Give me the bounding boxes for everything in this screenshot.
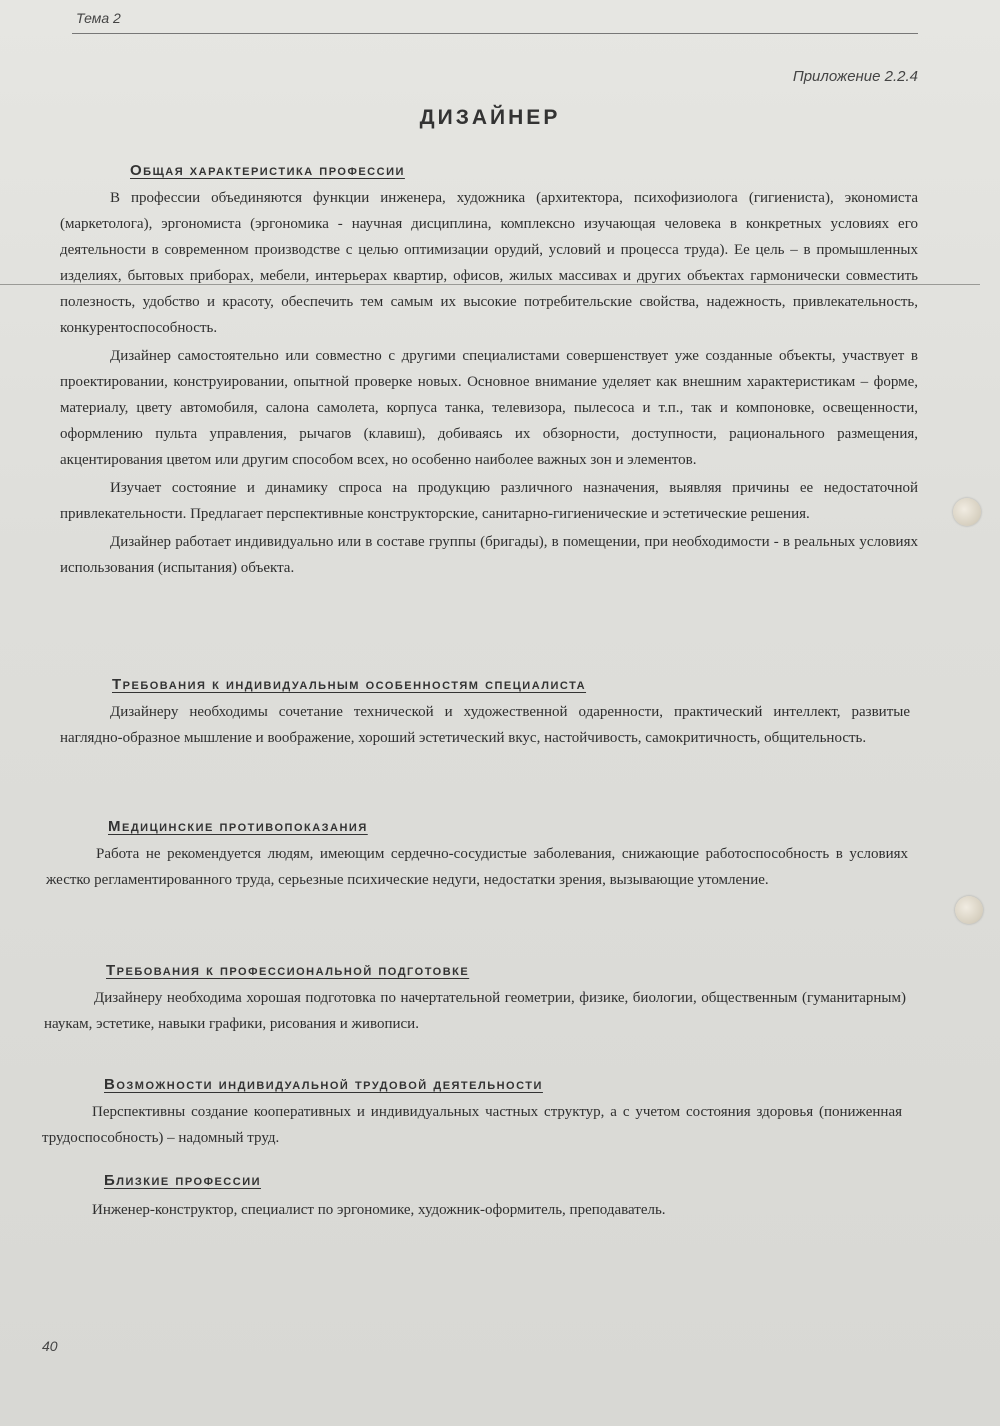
document-title: ДИЗАЙНЕР [419,106,561,129]
section-heading: Требования к индивидуальным особенностям специалиста [112,676,587,693]
section-heading: Медицинские противопоказания [108,818,368,835]
section-individual-requirements [60,676,910,751]
section-heading: Требования к профессиональной подготовке [106,962,470,979]
section-related-professions [42,1172,902,1223]
punch-hole [955,896,983,924]
section-professional-training [44,962,906,1037]
section-paragraph: Дизайнеру необходима хорошая подготовка по начертательной геометрии, физике, биологии, общественным (гуманитарным) наукам, эстетике, навыки графики, рисования и живописи. [44,990,906,1032]
section-paragraph: Дизайнеру необходимы сочетание технической и художественной одаренности, практический интеллект, развитые наглядно-образное мышление и воображение, хороший эстетический вкус, настойчивость, самокритичность, общительность. [60,704,910,746]
punch-hole [953,498,981,526]
appendix-label: Приложение 2.2.4 [792,68,918,85]
section-individual-labor [42,1076,902,1151]
section-heading: Общая характеристика профессии [130,162,405,179]
section-heading: Возможности индивидуальной трудовой деятельности [104,1076,543,1093]
section-paragraph: Инженер-конструктор, специалист по эргономике, художник-оформитель, преподаватель. [92,1202,666,1218]
section-heading: Близкие профессии [104,1172,262,1189]
section-paragraph: В профессии объединяются функции инженера, художника (архитектора, психофизиолога (гигиениста), экономиста (маркетолога), эргономиста (эргономика - научная дисциплина, комплексно изучающая человека в конкретных условиях его деятельности в современном производстве с целью оптимизации орудий, условий и процесса труда). Ее цель – в промышленных изделиях, бытовых приборах, мебели, интерьерах квартир, офисов, жилых массивах и других объектах гармонически совместить полезность, удобство и красоту, обеспечить тем самым их высокие потребительские свойства, надежность, привлекательность, конкурентоспособность. [60,190,918,336]
header-rule [72,33,918,34]
section-paragraph: Изучает состояние и динамику спроса на продукцию различного назначения, выявляя причины ее недостаточной привлекательности. Предлагает перспективные конструкторские, санитарно-гигиенические и эстетические решения. [60,480,918,522]
section-paragraph: Перспективны создание кооперативных и индивидуальных частных структур, а с учетом состояния здоровья (пониженная трудоспособность) – надомный труд. [42,1104,902,1146]
section-paragraph: Дизайнер самостоятельно или совместно с другими специалистами совершенствует уже созданные объекты, участвует в проектировании, конструировании, опытной проверке новых. Основное внимание уделяет как внешним характеристикам – форме, материалу, цвету автомобиля, салона самолета, корпуса танка, телевизора, пылесоса и т.п., так и компоновке, освещенности, оформлению пульта управления, рычагов (клавиш), добиваясь их обзорности, доступности, рационального размещения, акцентирования цветом или другим способом всех, но особенно наиболее важных зон и элементов. [60,348,918,468]
section-paragraph: Работа не рекомендуется людям, имеющим сердечно-сосудистые заболевания, снижающие работоспособность в условиях жестко регламентированного труда, серьезные психические недуги, недостатки зрения, вызывающие утомление. [46,846,908,888]
section-paragraph: Дизайнер работает индивидуально или в составе группы (бригады), в помещении, при необходимости - в реальных условиях использования (испытания) объекта. [60,534,918,576]
topic-label: Тема 2 [76,10,121,26]
page-number: 40 [42,1338,58,1354]
section-general [60,162,918,581]
fold-line [0,284,980,285]
section-medical-contraindications [46,818,908,893]
